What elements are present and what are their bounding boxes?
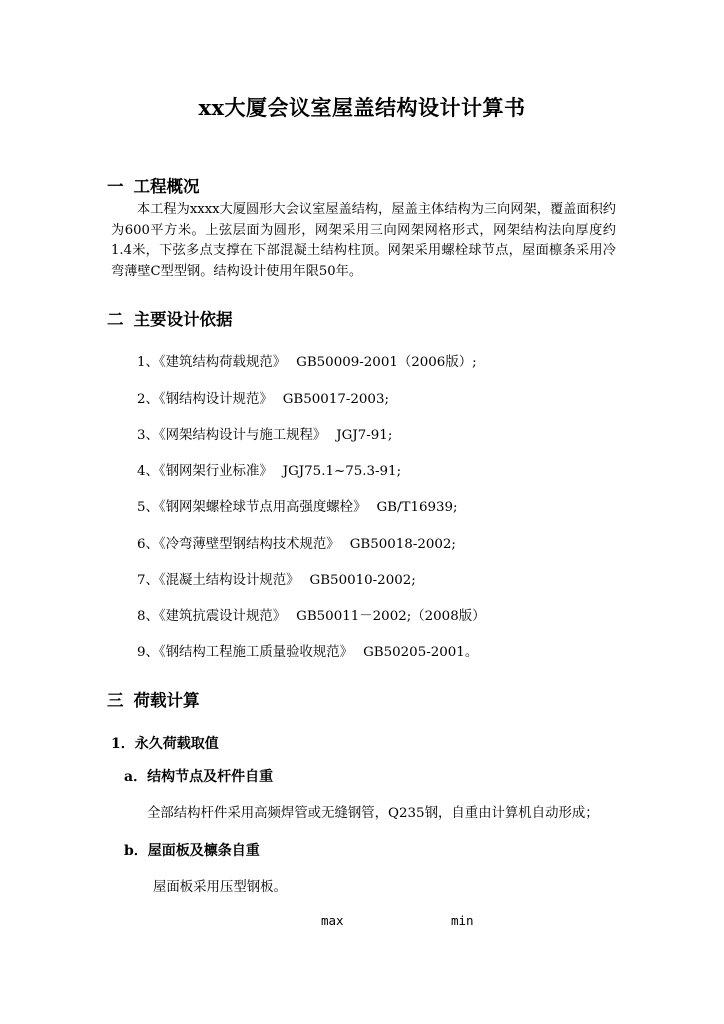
reference-code: GB50009-2001（2006版）; bbox=[296, 355, 477, 370]
section-title: 工程概况 bbox=[133, 177, 200, 196]
reference-item bbox=[137, 351, 477, 370]
reference-code: GB50011－2002;（2008版） bbox=[296, 609, 486, 624]
label-min: min bbox=[451, 913, 474, 928]
reference-code: JGJ75.1~75.3-91; bbox=[282, 464, 402, 479]
reference-item bbox=[137, 460, 401, 479]
section-heading-overview bbox=[107, 173, 200, 197]
subsubsection-heading-a: a．结构节点及杆件自重 bbox=[124, 769, 274, 785]
reference-code: GB50010-2002; bbox=[309, 573, 416, 588]
subsection-heading: 1．永久荷载取值 bbox=[111, 736, 219, 752]
reference-item bbox=[137, 533, 456, 552]
overview-paragraph: 本工程为xxxx大厦圆形大会议室屋盖结构，屋盖主体结构为三向网架，覆盖面积约为600平方米。上弦层面为圆形，网架采用三向网架网格形式，网架结构法向厚度约1.4米，下弦多点支撑在下部混凝土结构柱顶。网架采用螺栓球节点，屋面檩条采用冷弯薄壁C型型钢。结构设计使用年限50年。 bbox=[111, 202, 616, 279]
reference-item bbox=[137, 496, 458, 515]
reference-item bbox=[137, 605, 486, 624]
reference-item bbox=[137, 424, 392, 443]
reference-item bbox=[137, 569, 416, 588]
section-heading-design-basis bbox=[107, 306, 233, 330]
section-number: 一 bbox=[107, 177, 124, 196]
reference-code: GB50017-2003; bbox=[282, 392, 389, 407]
reference-title: 7、《混凝土结构设计规范》 bbox=[137, 573, 300, 588]
reference-title: 4、《钢网架行业标准》 bbox=[137, 464, 273, 479]
reference-title: 1、《建筑结构荷载规范》 bbox=[137, 355, 287, 370]
reference-item bbox=[137, 641, 478, 660]
section-title: 主要设计依据 bbox=[133, 310, 233, 329]
section-number: 二 bbox=[107, 310, 124, 329]
reference-code: GB50018-2002; bbox=[349, 537, 456, 552]
reference-title: 5、《钢网架螺栓球节点用高强度螺栓》 bbox=[137, 500, 367, 515]
body-text-a: 全部结构杆件采用高频焊管或无缝钢管，Q235钢，自重由计算机自动形成； bbox=[147, 806, 599, 821]
reference-title: 3、《网架结构设计与施工规程》 bbox=[137, 428, 327, 443]
reference-code: GB50205-2001。 bbox=[363, 645, 479, 660]
reference-item bbox=[137, 388, 389, 407]
section-number: 三 bbox=[107, 691, 124, 710]
reference-code: JGJ7-91; bbox=[336, 428, 393, 443]
section-title: 荷载计算 bbox=[133, 691, 200, 710]
reference-code: GB/T16939; bbox=[376, 500, 458, 515]
reference-title: 9、《钢结构工程施工质量验收规范》 bbox=[137, 645, 354, 660]
reference-title: 6、《冷弯薄壁型钢结构技术规范》 bbox=[137, 537, 340, 552]
subsubsection-heading-b: b．屋面板及檩条自重 bbox=[124, 843, 260, 859]
section-heading-load-calculation bbox=[107, 687, 200, 711]
body-text-b: 屋面板采用压型钢板。 bbox=[153, 880, 287, 895]
reference-title: 8、《建筑抗震设计规范》 bbox=[137, 609, 287, 624]
page-title: xx大厦会议室屋盖结构设计计算书 bbox=[198, 95, 526, 120]
reference-title: 2、《钢结构设计规范》 bbox=[137, 392, 273, 407]
label-max: max bbox=[321, 913, 344, 928]
